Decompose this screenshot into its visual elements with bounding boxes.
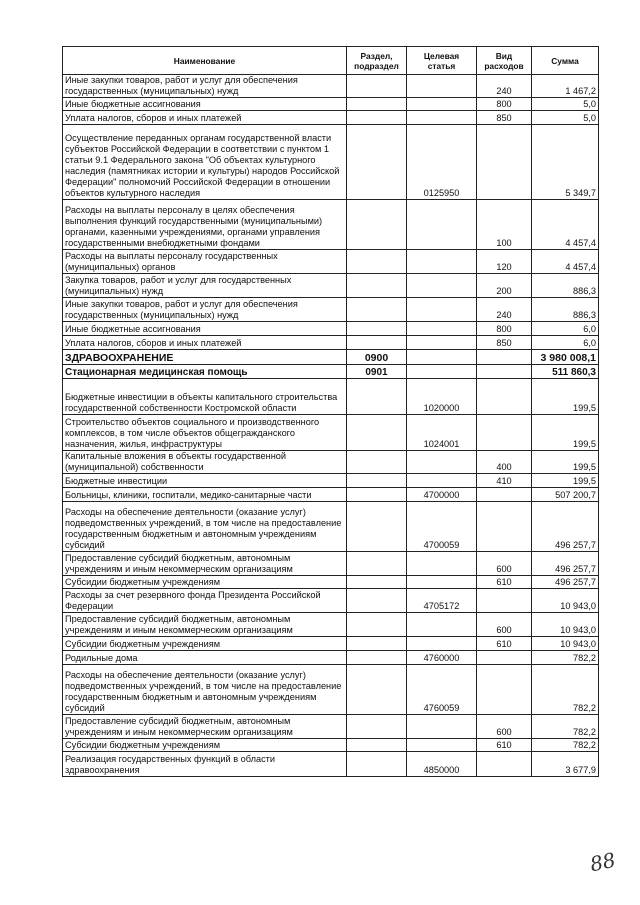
row-sum: 10 943,0 [532, 613, 599, 637]
row-target [407, 613, 477, 637]
table-row [63, 298, 599, 322]
row-sum: 199,5 [532, 451, 599, 474]
row-section [347, 576, 407, 589]
row-kind [477, 651, 532, 665]
row-target [407, 474, 477, 488]
row-section [347, 379, 407, 415]
row-kind [477, 125, 532, 200]
row-name: ЗДРАВООХРАНЕНИЕ [63, 350, 347, 365]
row-sum: 199,5 [532, 415, 599, 451]
row-section [347, 75, 407, 98]
row-name: Бюджетные инвестиции [63, 474, 347, 488]
row-section [347, 274, 407, 298]
row-target: 1020000 [407, 379, 477, 415]
row-section [347, 613, 407, 637]
row-name: Расходы на выплаты персоналу в целях обеспечения выполнения функций государственными (муниципальными) органами, казенными учреждениями, органами управления государственными внебюджетными фондами [63, 200, 347, 250]
row-section [347, 322, 407, 336]
table-row [63, 365, 599, 379]
row-name: Уплата налогов, сборов и иных платежей [63, 111, 347, 125]
row-sum: 6,0 [532, 322, 599, 336]
row-sum: 511 860,3 [532, 365, 599, 379]
row-target: 4705172 [407, 589, 477, 613]
row-kind: 610 [477, 576, 532, 589]
row-kind [477, 752, 532, 777]
row-name: Родильные дома [63, 651, 347, 665]
table-row [63, 715, 599, 739]
row-section [347, 125, 407, 200]
row-name: Расходы на обеспечение деятельности (оказание услуг) подведомственных учреждений, в том числе на предоставление государственным бюджетным и автономным учреждениям субсидий [63, 665, 347, 715]
row-kind: 120 [477, 250, 532, 274]
row-kind: 800 [477, 322, 532, 336]
row-name: Уплата налогов, сборов и иных платежей [63, 336, 347, 350]
row-sum: 886,3 [532, 274, 599, 298]
row-target [407, 274, 477, 298]
row-name: Реализация государственных функций в области здравоохранения [63, 752, 347, 777]
row-section [347, 552, 407, 576]
row-kind: 400 [477, 451, 532, 474]
row-name: Расходы на обеспечение деятельности (оказание услуг) подведомственных учреждений, в том числе на предоставление государственным бюджетным и автономным учреждениям субсидий [63, 502, 347, 552]
row-name: Расходы за счет резервного фонда Президента Российской Федерации [63, 589, 347, 613]
table-row [63, 488, 599, 502]
row-name: Стационарная медицинская помощь [63, 365, 347, 379]
row-name: Предоставление субсидий бюджетным, автономным учреждениям и иным некоммерческим организациям [63, 613, 347, 637]
row-kind [477, 488, 532, 502]
row-target [407, 350, 477, 365]
header-kind: Вид расходов [477, 47, 532, 75]
row-kind: 600 [477, 613, 532, 637]
table-row [63, 665, 599, 715]
header-row [63, 47, 599, 75]
row-target [407, 365, 477, 379]
row-kind: 410 [477, 474, 532, 488]
row-sum: 496 257,7 [532, 502, 599, 552]
row-sum: 1 467,2 [532, 75, 599, 98]
row-name: Иные бюджетные ассигнования [63, 98, 347, 111]
row-sum: 5,0 [532, 98, 599, 111]
table-row [63, 75, 599, 98]
row-section [347, 752, 407, 777]
row-sum: 4 457,4 [532, 200, 599, 250]
row-section [347, 250, 407, 274]
row-sum: 886,3 [532, 298, 599, 322]
row-target [407, 298, 477, 322]
row-kind: 850 [477, 336, 532, 350]
row-kind: 240 [477, 298, 532, 322]
row-target [407, 98, 477, 111]
row-kind [477, 502, 532, 552]
table-row [63, 739, 599, 752]
table-row [63, 651, 599, 665]
table-row [63, 322, 599, 336]
row-name: Субсидии бюджетным учреждениям [63, 637, 347, 651]
row-kind: 240 [477, 75, 532, 98]
row-section [347, 200, 407, 250]
row-section [347, 739, 407, 752]
row-name: Строительство объектов социального и производственного комплексов, в том числе объектов общегражданского назначения, жилья, инфраструктуры [63, 415, 347, 451]
row-sum: 782,2 [532, 739, 599, 752]
row-name: Осуществление переданных органам государственной власти субъектов Российской Федерации в соответствии с пунктом 1 статьи 9.1 Федерального закона "Об объектах культурного наследия (памятниках истории и культуры) народов Российской Федерации" полномочий Российской Федерации в отношении объектов культурного наследия [63, 125, 347, 200]
table-row [63, 379, 599, 415]
row-sum: 3 980 008,1 [532, 350, 599, 365]
row-target: 4700000 [407, 488, 477, 502]
row-kind: 850 [477, 111, 532, 125]
row-sum: 5 349,7 [532, 125, 599, 200]
table-row [63, 200, 599, 250]
row-kind: 610 [477, 637, 532, 651]
row-sum: 3 677,9 [532, 752, 599, 777]
row-sum: 5,0 [532, 111, 599, 125]
row-name: Иные закупки товаров, работ и услуг для обеспечения государственных (муниципальных) нужд [63, 75, 347, 98]
row-sum: 496 257,7 [532, 576, 599, 589]
table-row [63, 98, 599, 111]
budget-table [62, 46, 599, 777]
row-sum: 782,2 [532, 665, 599, 715]
row-name: Расходы на выплаты персоналу государственных (муниципальных) органов [63, 250, 347, 274]
table-row [63, 451, 599, 474]
row-kind [477, 379, 532, 415]
row-section [347, 451, 407, 474]
row-target [407, 739, 477, 752]
row-kind: 610 [477, 739, 532, 752]
row-kind: 600 [477, 715, 532, 739]
row-sum: 199,5 [532, 474, 599, 488]
row-name: Субсидии бюджетным учреждениям [63, 739, 347, 752]
row-sum: 10 943,0 [532, 589, 599, 613]
row-name: Иные бюджетные ассигнования [63, 322, 347, 336]
table-row [63, 502, 599, 552]
row-section [347, 715, 407, 739]
row-kind: 600 [477, 552, 532, 576]
row-target [407, 576, 477, 589]
row-section: 0900 [347, 350, 407, 365]
row-kind: 800 [477, 98, 532, 111]
row-section [347, 98, 407, 111]
row-target [407, 111, 477, 125]
table-row [63, 415, 599, 451]
row-target: 4760000 [407, 651, 477, 665]
row-target: 0125950 [407, 125, 477, 200]
row-kind [477, 589, 532, 613]
row-target [407, 715, 477, 739]
row-section [347, 336, 407, 350]
budget-document [62, 46, 598, 777]
handwritten-page-number: 88 [587, 847, 618, 877]
row-sum: 782,2 [532, 651, 599, 665]
header-name: Наименование [63, 47, 347, 75]
row-target [407, 451, 477, 474]
row-sum: 199,5 [532, 379, 599, 415]
table-row [63, 350, 599, 365]
row-section: 0901 [347, 365, 407, 379]
table-row [63, 552, 599, 576]
row-sum: 496 257,7 [532, 552, 599, 576]
row-sum: 782,2 [532, 715, 599, 739]
row-sum: 4 457,4 [532, 250, 599, 274]
row-kind [477, 350, 532, 365]
table-row [63, 752, 599, 777]
row-target: 4760059 [407, 665, 477, 715]
row-target [407, 637, 477, 651]
row-target: 4850000 [407, 752, 477, 777]
row-section [347, 415, 407, 451]
row-section [347, 298, 407, 322]
row-target [407, 336, 477, 350]
table-row [63, 250, 599, 274]
row-target [407, 250, 477, 274]
row-section [347, 474, 407, 488]
row-target: 1024001 [407, 415, 477, 451]
table-row [63, 576, 599, 589]
row-section [347, 651, 407, 665]
row-kind [477, 365, 532, 379]
header-sum: Сумма [532, 47, 599, 75]
row-section [347, 111, 407, 125]
row-name: Иные закупки товаров, работ и услуг для обеспечения государственных (муниципальных) нужд [63, 298, 347, 322]
row-sum: 6,0 [532, 336, 599, 350]
table-row [63, 274, 599, 298]
row-name: Закупка товаров, работ и услуг для государственных (муниципальных) нужд [63, 274, 347, 298]
row-name: Больницы, клиники, госпитали, медико-санитарные части [63, 488, 347, 502]
row-section [347, 637, 407, 651]
table-row [63, 637, 599, 651]
row-section [347, 488, 407, 502]
table-row [63, 336, 599, 350]
table-row [63, 111, 599, 125]
row-section [347, 589, 407, 613]
row-target [407, 75, 477, 98]
header-section: Раздел, подраздел [347, 47, 407, 75]
row-kind: 100 [477, 200, 532, 250]
table-row [63, 613, 599, 637]
table-row [63, 589, 599, 613]
table-row [63, 474, 599, 488]
row-name: Субсидии бюджетным учреждениям [63, 576, 347, 589]
row-target [407, 552, 477, 576]
row-sum: 10 943,0 [532, 637, 599, 651]
row-kind: 200 [477, 274, 532, 298]
row-sum: 507 200,7 [532, 488, 599, 502]
row-name: Бюджетные инвестиции в объекты капитального строительства государственной собственности Костромской области [63, 379, 347, 415]
row-name: Предоставление субсидий бюджетным, автономным учреждениям и иным некоммерческим организациям [63, 552, 347, 576]
table-row [63, 125, 599, 200]
row-kind [477, 665, 532, 715]
row-target [407, 322, 477, 336]
header-target: Целевая статья [407, 47, 477, 75]
row-name: Предоставление субсидий бюджетным, автономным учреждениям и иным некоммерческим организациям [63, 715, 347, 739]
row-section [347, 665, 407, 715]
row-name: Капитальные вложения в объекты государственной (муниципальной) собственности [63, 451, 347, 474]
row-section [347, 502, 407, 552]
row-target: 4700059 [407, 502, 477, 552]
row-target [407, 200, 477, 250]
row-kind [477, 415, 532, 451]
